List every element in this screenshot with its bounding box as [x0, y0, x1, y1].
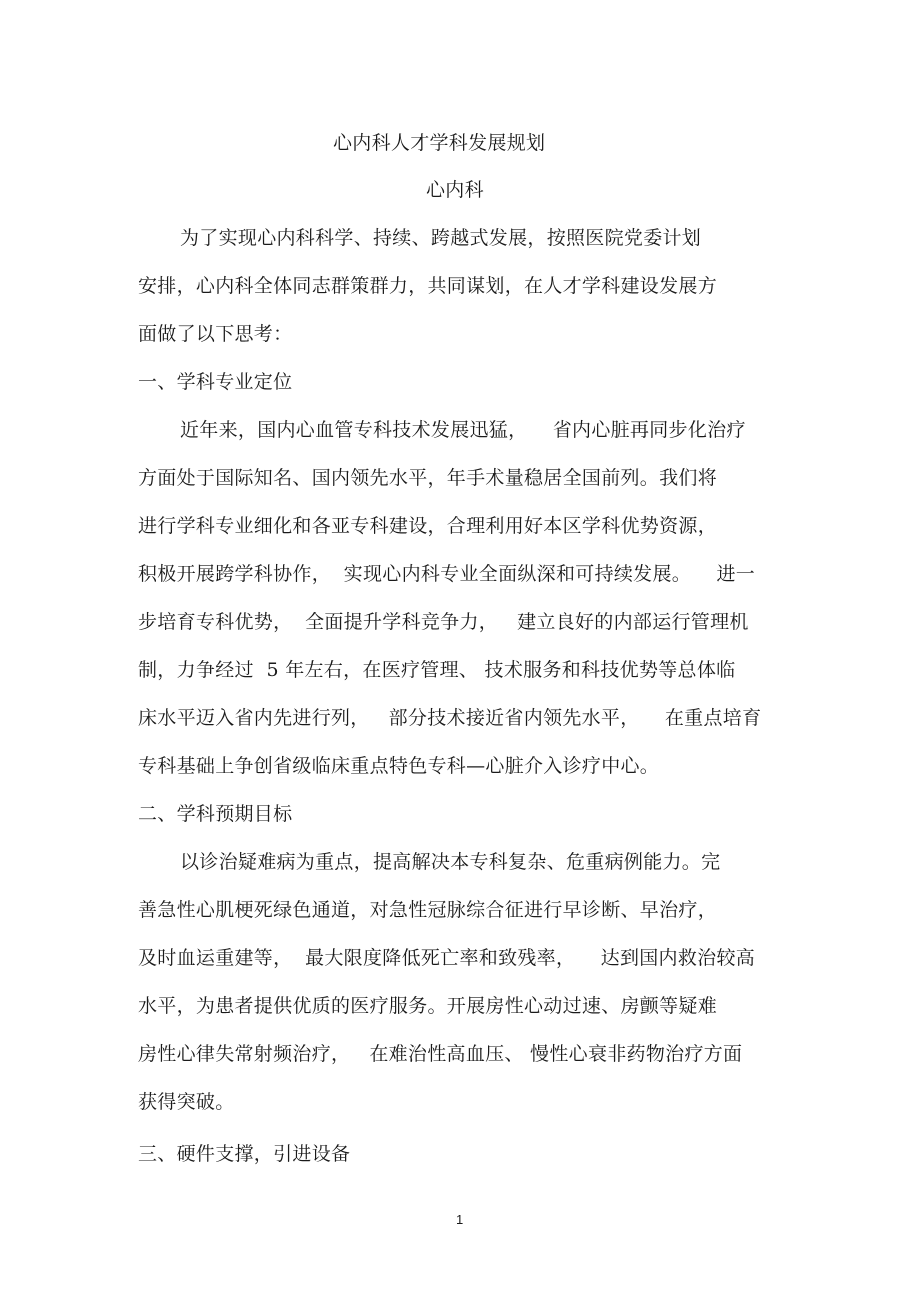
section2-line: 水平，为患者提供优质的医疗服务。开展房性心动过速、房颤等疑难 — [138, 995, 718, 1017]
page-number: 1 — [456, 1212, 464, 1227]
section2-line: 及时血运重建等， 最大限度降低死亡率和致残率， 达到国内救治较高 — [138, 947, 756, 969]
intro-line: 面做了以下思考： — [138, 323, 293, 345]
department-name: 心内科 — [426, 179, 484, 201]
intro-line: 为了实现心内科科学、持续、跨越式发展，按照医院党委计划 — [180, 227, 702, 249]
document-title: 心内科人才学科发展规划 — [333, 132, 546, 154]
section1-line: 积极开展跨学科协作， 实现心内科专业全面纵深和可持续发展。 进一 — [138, 563, 756, 585]
section1-line: 专科基础上争创省级临床重点特色专科—心脏介入诊疗中心。 — [138, 755, 660, 777]
section1-line: 步培育专科优势， 全面提升学科竞争力， 建立良好的内部运行管理机 — [138, 611, 749, 633]
section2-line: 以诊治疑难病为重点，提高解决本专科复杂、危重病例能力。完 — [180, 851, 721, 873]
section1-line: 床水平迈入省内先进行列， 部分技术接近省内领先水平， 在重点培育 — [138, 707, 762, 729]
section2-line: 房性心律失常射频治疗， 在难治性高血压、 慢性心衰非药物治疗方面 — [138, 1043, 743, 1065]
section1-line: 方面处于国际知名、国内领先水平，年手术量稳居全国前列。我们将 — [138, 467, 718, 489]
section1-line: 近年来，国内心血管专科技术发展迅猛， 省内心脏再同步化治疗 — [180, 419, 746, 441]
section2-line: 获得突破。 — [138, 1091, 235, 1113]
section-heading-2: 二、学科预期目标 — [138, 803, 293, 825]
section1-line: 进行学科专业细化和各亚专科建设，合理利用好本区学科优势资源， — [138, 515, 718, 537]
section-heading-3: 三、硬件支撑，引进设备 — [138, 1143, 351, 1165]
section-heading-1: 一、学科专业定位 — [138, 371, 293, 393]
intro-line: 安排，心内科全体同志群策群力，共同谋划，在人才学科建设发展方 — [138, 275, 718, 297]
section2-line: 善急性心肌梗死绿色通道，对急性冠脉综合征进行早诊断、早治疗， — [138, 899, 718, 921]
section1-line: 制，力争经过 5 年左右，在医疗管理、 技术服务和科技优势等总体临 — [138, 659, 736, 681]
